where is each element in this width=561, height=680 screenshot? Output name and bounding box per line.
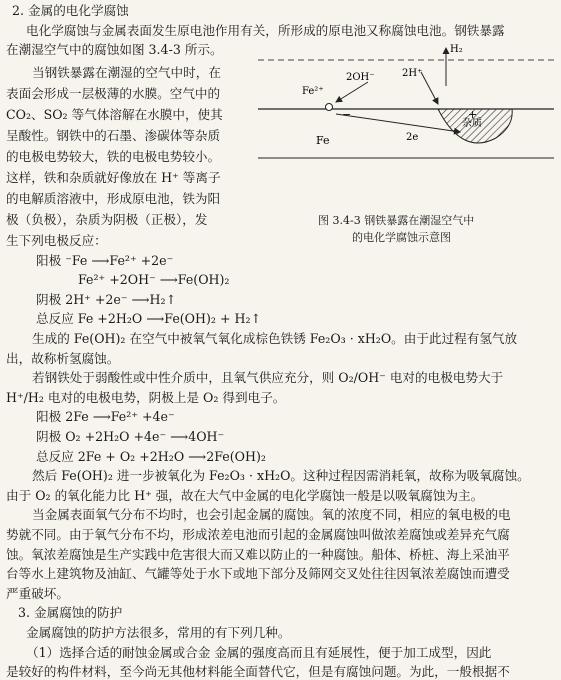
- figure-caption-1: 图 3.4-3 钢铁暴露在潮湿空气中: [318, 214, 475, 227]
- intro-line-2: 在潮湿空气中的腐蚀如图 3.4-3 所示。: [6, 42, 223, 57]
- left-col-line: 呈酸性。钢铁中的石墨、渗碳体等杂质: [6, 128, 221, 143]
- label-impurity: 杂质: [462, 118, 482, 129]
- electron-arrow: [336, 114, 460, 132]
- rust-line-2: 出，故称析氢腐蚀。: [6, 350, 120, 366]
- section-2-heading: 2. 金属的电化学腐蚀: [12, 3, 129, 18]
- rust-line-1: 生成的 Fe(OH)₂ 在空气中被氧气氧化成棕色铁锈 Fe₂O₃ · xH₂O。由于此过程有氢气放: [32, 331, 518, 346]
- left-col-line: 极（负极），杂质为阴极（正极），发: [6, 212, 208, 227]
- conc-line: 当金属表面氧气分布不均时，也会引起金属的腐蚀。氧的浓度不同，相应的氧电极的电: [32, 507, 511, 523]
- figure-caption-2: 的电化学腐蚀示意图: [352, 231, 451, 244]
- section-3-heading: 3. 金属腐蚀的防护: [18, 605, 123, 621]
- left-col-line: 当钢铁暴露在潮湿的空气中时，在: [32, 65, 221, 80]
- o2-equation-cathode: 阴极 O₂ +2H₂O +4e⁻ ⟶4OH⁻: [36, 429, 225, 444]
- left-col-line: CO₂、SO₂ 等气体溶解在水膜中，使其: [6, 107, 223, 122]
- absorb-line-2: 由于 O₂ 的氧化能力比 H⁺ 强，故在大气中金属的电化学腐蚀一般是以吸氧腐蚀为主。: [6, 487, 484, 503]
- label-h2: H₂: [450, 44, 463, 55]
- absorb-line-1: 然后 Fe(OH)₂ 进一步被氧化为 Fe₂O₃ · xH₂O。这种过程因需消耗氧，故称为吸氧腐蚀。: [32, 468, 530, 484]
- left-col-line: 的电解质溶液中，形成原电池，铁为阳: [6, 191, 221, 206]
- label-electrons: 2e: [406, 132, 419, 143]
- oh-arrow: [336, 82, 368, 102]
- conc-line: 蚀。氧浓差腐蚀是生产实践中危害很大而又难以防止的一种腐蚀。船体、桥桩、海上采油平: [6, 546, 510, 562]
- conc-line: 势就不同。由于氧气分布不均，形成浓差电池而引起的金属腐蚀叫做浓差腐蚀或差异充气腐: [6, 527, 510, 542]
- left-col-line: 生下列电极反应：: [6, 233, 107, 248]
- label-fe: Fe: [316, 134, 330, 147]
- equation-cathode: 阴极 2H⁺ +2e⁻ ⟶H₂↑: [36, 291, 177, 307]
- neutral-line-2: H⁺/H₂ 电对的电极电势，阴极上是 O₂ 得到电子。: [6, 389, 286, 405]
- left-col-line: 的电极电势较大，铁的电极电势较小。: [6, 149, 221, 164]
- neutral-line-1: 若钢铁处于弱酸性或中性介质中，且氧气供应充分，则 O₂/OH⁻ 电对的电极电势大于: [32, 370, 504, 386]
- equation-anode-2: Fe²⁺ +2OH⁻ ⟶Fe(OH)₂: [78, 272, 230, 288]
- conc-line: 严重破坏。: [6, 585, 69, 601]
- label-plus: +: [468, 108, 478, 121]
- label-h-plus: 2H⁺: [402, 68, 423, 79]
- section-3-item1-line1: （1）选择合适的耐蚀金属或合金 金属的强度高而且有延展性，便于加工成型，因此: [26, 644, 492, 660]
- conc-line: 台等水上建筑物及油缸、气罐等处于水下或地下部分及筛网交叉处往往因氧浓差腐蚀而遭受: [6, 566, 510, 582]
- label-fe2: Fe²⁺: [302, 86, 324, 97]
- section-3-intro: 金属腐蚀的防护方法很多，常用的有下列几种。: [26, 625, 291, 640]
- equation-total: 总反应 Fe +2H₂O ⟶Fe(OH)₂ + H₂↑: [36, 311, 262, 327]
- label-minus: −: [342, 108, 352, 121]
- label-oh: 2OH⁻: [346, 72, 375, 83]
- o2-equation-total: 总反应 2Fe + O₂ +2H₂O ⟶2Fe(OH)₂: [36, 448, 266, 464]
- left-col-line: 这样，铁和杂质就好像放在 H⁺ 等离子: [6, 170, 221, 185]
- h-plus-arrow: [421, 72, 438, 104]
- left-col-line: 表面会形成一层极薄的水膜。空气中的: [6, 86, 221, 101]
- fe-ion-circle: [326, 104, 333, 111]
- o2-equation-anode: 阳极 2Fe ⟶Fe²⁺ +4e⁻: [36, 409, 175, 425]
- corrosion-diagram: [256, 38, 556, 208]
- intro-line-1: 电化学腐蚀与金属表面发生原电池作用有关，所形成的原电池又称腐蚀电池。钢铁暴露: [26, 23, 505, 38]
- section-3-item1-line2: 是较好的构件材料，至今尚无其他材料能全面替代它，但是有腐蚀问题。为此，一般根据不: [6, 664, 510, 680]
- equation-anode: 阳极 ⁻Fe ⟶Fe²⁺ +2e⁻: [36, 252, 174, 268]
